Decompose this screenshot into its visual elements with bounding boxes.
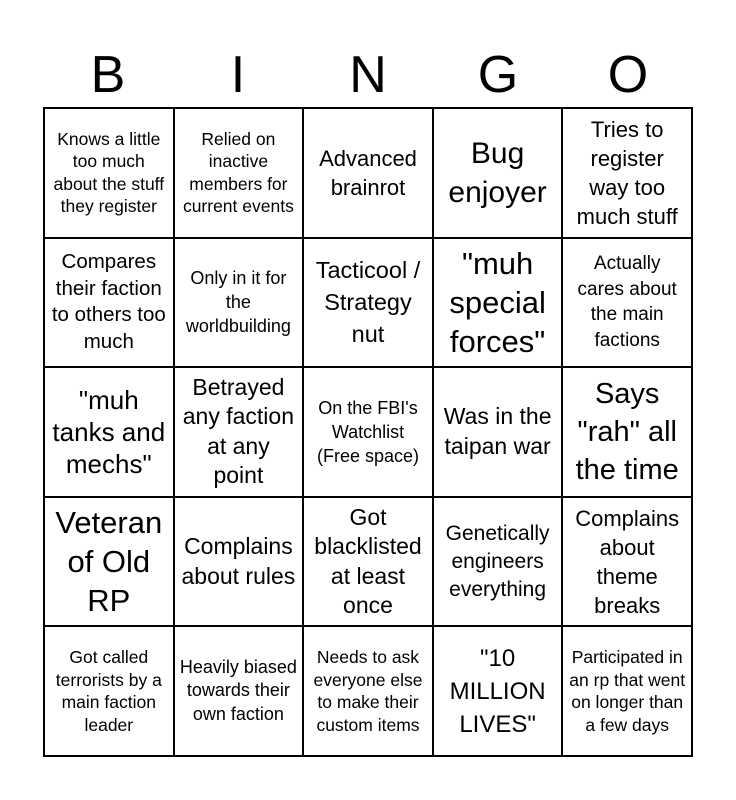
bingo-cell-r3c3[interactable] xyxy=(303,367,433,497)
bingo-grid xyxy=(43,107,693,757)
bingo-cell-text: Complains about theme breaks xyxy=(575,505,680,618)
bingo-cell-r2c4[interactable] xyxy=(433,238,563,368)
bingo-cell-text: Tries to register way too much stuff xyxy=(576,116,678,229)
bingo-cell-r4c1[interactable] xyxy=(44,497,174,627)
header-letter-b: B xyxy=(90,46,126,104)
header-letter-n: N xyxy=(349,46,387,104)
bingo-cell-text: Needs to ask everyone else to make their custom items xyxy=(313,647,423,735)
bingo-cell-text: Heavily biased towards their own faction xyxy=(179,656,297,724)
bingo-cell-text: Was in the taipan war xyxy=(443,403,552,459)
bingo-cell-text: Veteran of Old RP xyxy=(55,505,163,619)
bingo-cell-r3c5[interactable] xyxy=(562,367,692,497)
bingo-cell-text: Knows a little too much about the stuff they register xyxy=(53,128,165,217)
bingo-cell-text: "muh tanks and mechs" xyxy=(52,384,166,479)
header-letter-i: I xyxy=(230,46,246,104)
bingo-cell-r1c3[interactable] xyxy=(303,108,433,238)
bingo-cell-r1c5[interactable] xyxy=(562,108,692,238)
bingo-cell-text: On the FBI's Watchlist (Free space) xyxy=(316,397,420,466)
bingo-cell-text: "10 MILLION LIVES" xyxy=(449,644,546,738)
bingo-cell-text: Complains about rules xyxy=(181,533,296,589)
bingo-cell-text: "muh special forces" xyxy=(449,245,546,359)
bingo-cell-r4c2[interactable] xyxy=(174,497,304,627)
bingo-cell-text: Advanced brainrot xyxy=(319,145,417,200)
bingo-cell-text: Says "rah" all the time xyxy=(575,377,679,486)
bingo-cell-r2c2[interactable] xyxy=(174,238,304,368)
bingo-cell-r3c4[interactable] xyxy=(433,367,563,497)
bingo-cell-text: Participated in an rp that went on longer than a few days xyxy=(569,647,686,735)
bingo-cell-text: Bug enjoyer xyxy=(448,136,547,209)
bingo-cell-r5c3[interactable] xyxy=(303,626,433,756)
bingo-cell-r5c1[interactable] xyxy=(44,626,174,756)
bingo-cell-r5c2[interactable] xyxy=(174,626,304,756)
bingo-cell-text: Got blacklisted at least once xyxy=(314,503,422,619)
bingo-cell-text: Genetically engineers everything xyxy=(445,521,550,601)
bingo-cell-r1c2[interactable] xyxy=(174,108,304,238)
bingo-cell-r3c1[interactable] xyxy=(44,367,174,497)
bingo-cell-r4c4[interactable] xyxy=(433,497,563,627)
bingo-cell-r3c2[interactable] xyxy=(174,367,304,497)
bingo-cell-text: Only in it for the worldbuilding xyxy=(185,268,291,337)
bingo-cell-r1c4[interactable] xyxy=(433,108,563,238)
bingo-cell-r5c4[interactable] xyxy=(433,626,563,756)
bingo-cell-r2c3[interactable] xyxy=(303,238,433,368)
bingo-cell-text: Tacticool / Strategy nut xyxy=(315,257,421,348)
bingo-cell-r1c1[interactable] xyxy=(44,108,174,238)
bingo-cell-r2c1[interactable] xyxy=(44,238,174,368)
bingo-cell-r4c3[interactable] xyxy=(303,497,433,627)
bingo-header xyxy=(43,44,693,106)
bingo-cell-text: Compares their faction to others too much xyxy=(51,250,166,353)
bingo-cell-text: Got called terrorists by a main faction leader xyxy=(55,647,162,735)
bingo-cell-r2c5[interactable] xyxy=(562,238,692,368)
header-letter-o: O xyxy=(607,46,649,104)
header-letter-g: G xyxy=(477,46,519,104)
bingo-cell-text: Relied on inactive members for current events xyxy=(182,128,294,217)
bingo-cell-text: Actually cares about the main factions xyxy=(577,253,677,351)
bingo-cell-r4c5[interactable] xyxy=(562,497,692,627)
bingo-cell-text: Betrayed any faction at any point xyxy=(182,373,295,489)
bingo-cell-r5c5[interactable] xyxy=(562,626,692,756)
